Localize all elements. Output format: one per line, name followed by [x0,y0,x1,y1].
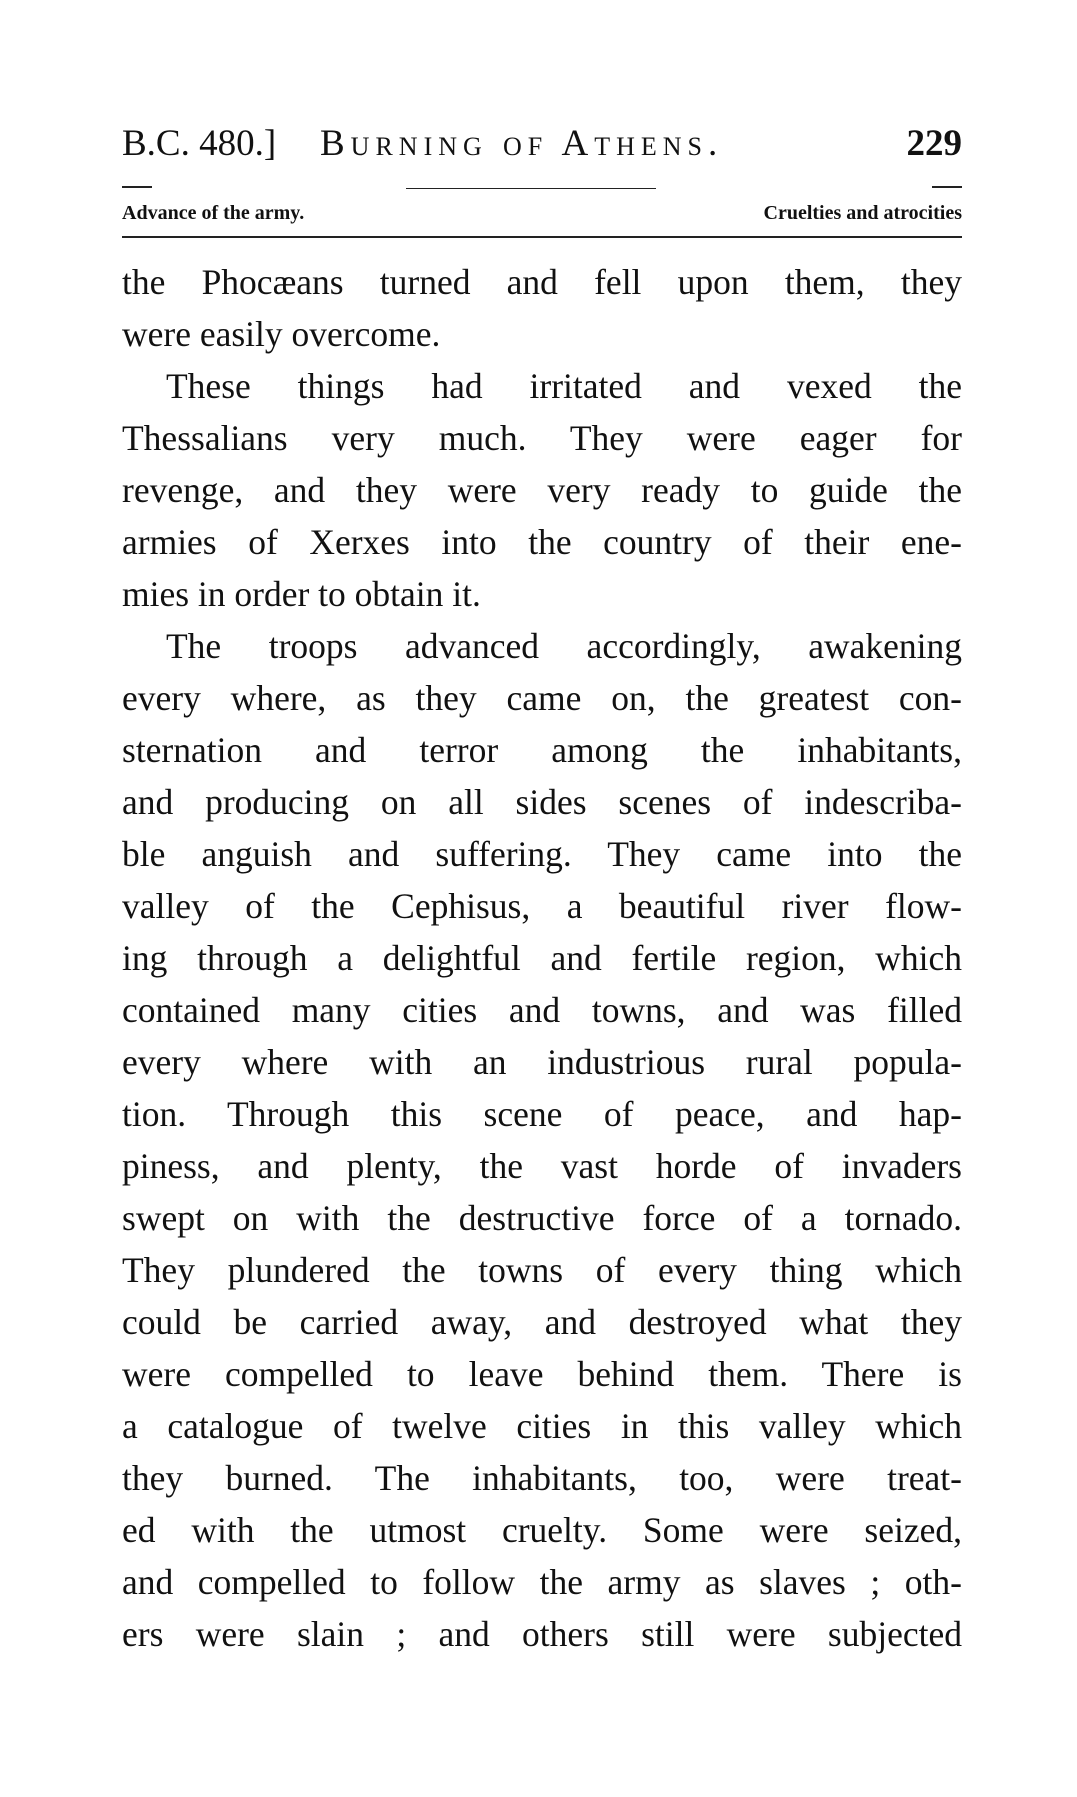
rule-middle [406,188,656,189]
text-line: ers were slain ; and others still were subjected [122,1614,962,1654]
text-line: and producing on all sides scenes of indescriba- [122,782,962,822]
text-line: were easily overcome. [122,314,441,354]
body-text [122,256,962,1660]
text-line: and compelled to follow the army as slaves ; oth- [122,1562,962,1602]
text-line: Thessalians very much. They were eager for [122,418,962,458]
text-line: valley of the Cephisus, a beautiful river flow- [122,886,962,926]
text-line: They plundered the towns of every thing which [122,1250,962,1290]
rule-short-right [932,186,962,188]
text-line: The troops advanced accordingly, awakening [166,626,962,666]
header-rule [122,236,962,238]
running-head-title: Burning of Athens. [320,123,724,164]
side-note-right: Cruelties and atrocities [763,202,962,224]
text-line: were compelled to leave behind them. There is [122,1354,962,1394]
running-head [122,120,962,168]
text-line: swept on with the destructive force of a tornado. [122,1198,962,1238]
text-line: ed with the utmost cruelty. Some were seized, [122,1510,962,1550]
side-notes [122,198,962,228]
text-line: every where, as they came on, the greatest con- [122,678,962,718]
rule-short-left [122,186,152,188]
text-line: every where with an industrious rural popula- [122,1042,962,1082]
text-line: revenge, and they were very ready to guide the [122,470,962,510]
text-line: piness, and plenty, the vast horde of invaders [122,1146,962,1186]
side-note-left: Advance of the army. [122,202,305,224]
text-line: the Phocæans turned and fell upon them, they [122,262,962,302]
running-head-date: B.C. 480.] [122,123,277,164]
text-line: tion. Through this scene of peace, and hap- [122,1094,962,1134]
text-line: a catalogue of twelve cities in this valley which [122,1406,962,1446]
page-number: 229 [906,123,962,164]
text-line: ing through a delightful and fertile region, which [122,938,962,978]
text-line: ble anguish and suffering. They came into the [122,834,962,874]
text-line: they burned. The inhabitants, too, were treat- [122,1458,962,1498]
text-line: contained many cities and towns, and was filled [122,990,962,1030]
text-line: These things had irritated and vexed the [166,366,962,406]
text-line: mies in order to obtain it. [122,574,481,614]
text-line: armies of Xerxes into the country of their ene- [122,522,962,562]
text-line: sternation and terror among the inhabitants, [122,730,962,770]
text-line: could be carried away, and destroyed what they [122,1302,962,1342]
